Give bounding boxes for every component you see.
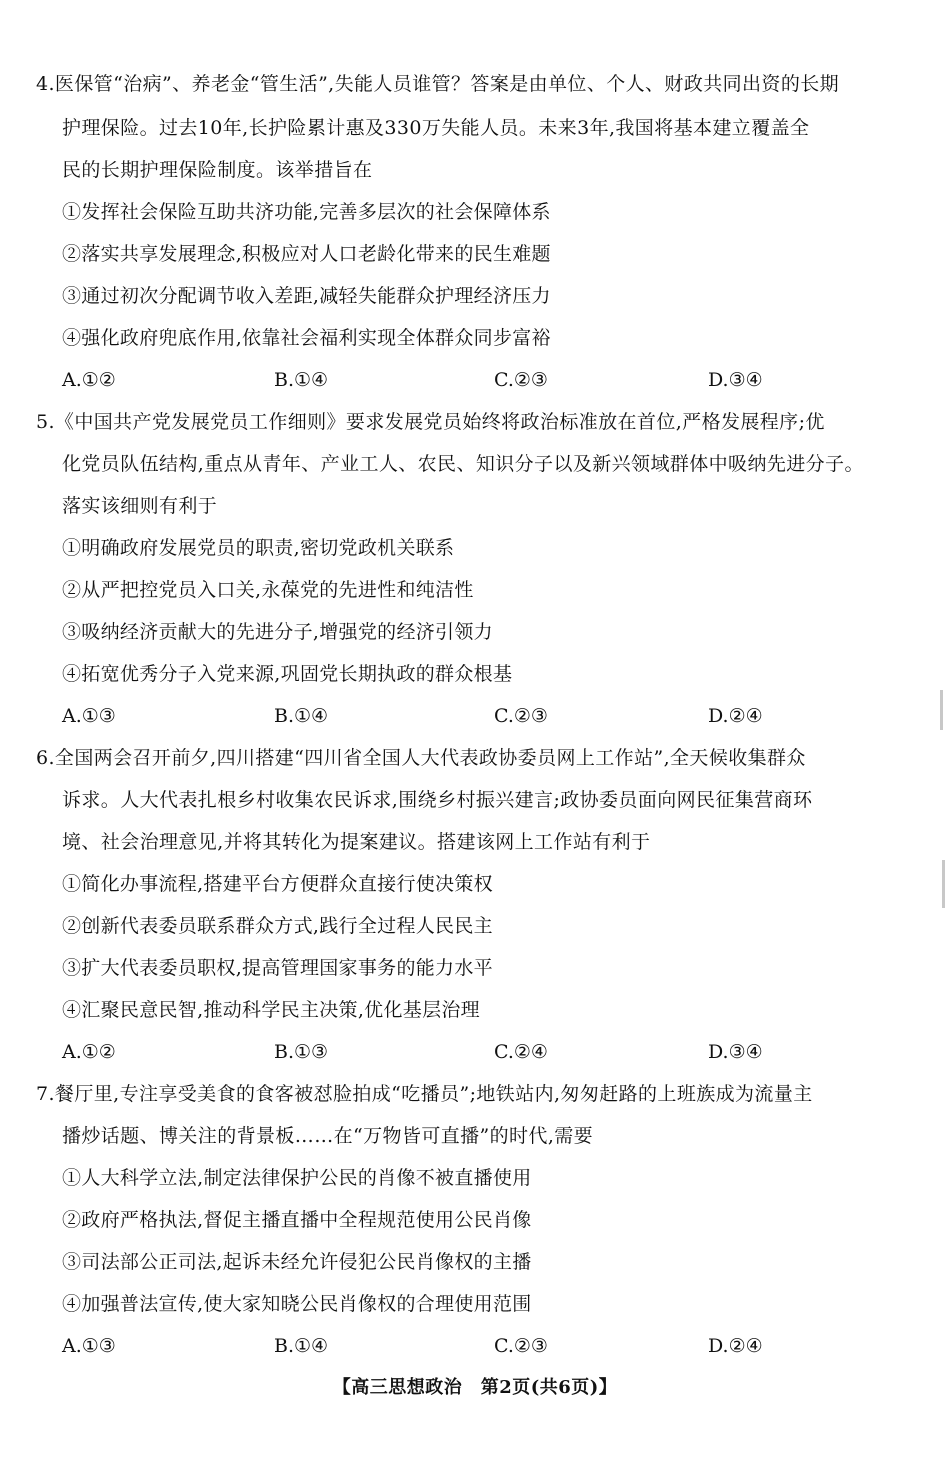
statement-option: ②落实共享发展理念,积极应对人口老龄化带来的民生难题 (62, 243, 551, 265)
question-stem-line: 诉求。人大代表扎根乡村收集农民诉求,围绕乡村振兴建言;政协委员面向网民征集营商环 (62, 789, 813, 811)
answer-choice-a: A.①② (62, 1041, 116, 1063)
question-stem-line: 6.全国两会召开前夕,四川搭建“四川省全国人大代表政协委员网上工作站”,全天候收集群众 (36, 747, 806, 769)
answer-choice-a: A.①③ (62, 1335, 116, 1357)
statement-option: ①简化办事流程,搭建平台方便群众直接行使决策权 (62, 873, 493, 895)
statement-option: ③扩大代表委员职权,提高管理国家事务的能力水平 (62, 957, 493, 979)
answer-choice-b: B.①③ (274, 1041, 329, 1063)
statement-option: ②创新代表委员联系群众方式,践行全过程人民民主 (62, 915, 493, 937)
statement-option: ④强化政府兜底作用,依靠社会福利实现全体群众同步富裕 (62, 327, 551, 349)
statement-option: ④汇聚民意民智,推动科学民主决策,优化基层治理 (62, 999, 480, 1021)
answer-choice-d: D.②④ (708, 705, 763, 727)
statement-option: ③吸纳经济贡献大的先进分子,增强党的经济引领力 (62, 621, 493, 643)
answer-choice-d: D.②④ (708, 1335, 763, 1357)
question-stem-line: 5.《中国共产党发展党员工作细则》要求发展党员始终将政治标准放在首位,严格发展程序;优 (36, 411, 825, 433)
answer-choice-d: D.③④ (708, 369, 763, 391)
statement-option: ①明确政府发展党员的职责,密切党政机关联系 (62, 537, 455, 559)
statement-option: ①人大科学立法,制定法律保护公民的肖像不被直播使用 (62, 1167, 532, 1189)
scan-artifact (940, 690, 943, 730)
answer-choice-a: A.①② (62, 369, 116, 391)
question-stem-line: 4.医保管“治病”、养老金“管生活”,失能人员谁管？答案是由单位、个人、财政共同出资的长期 (36, 73, 840, 95)
question-stem-line: 化党员队伍结构,重点从青年、产业工人、农民、知识分子以及新兴领域群体中吸纳先进分子。 (62, 453, 864, 475)
answer-choice-b: B.①④ (274, 369, 329, 391)
answer-choice-c: C.②③ (494, 369, 548, 391)
answer-choice-a: A.①③ (62, 705, 116, 727)
question-stem-line: 落实该细则有利于 (62, 495, 218, 517)
statement-option: ④加强普法宣传,使大家知晓公民肖像权的合理使用范围 (62, 1293, 532, 1315)
question-stem-line: 护理保险。过去10年,长护险累计惠及330万失能人员。未来3年,我国将基本建立覆盖全 (62, 117, 810, 139)
answer-choice-c: C.②③ (494, 705, 548, 727)
question-stem-line: 民的长期护理保险制度。该举措旨在 (62, 159, 373, 181)
question-stem-line: 播炒话题、博关注的背景板……在“万物皆可直播”的时代,需要 (62, 1125, 594, 1147)
answer-choice-d: D.③④ (708, 1041, 763, 1063)
answer-choice-b: B.①④ (274, 1335, 329, 1357)
question-stem-line: 境、社会治理意见,并将其转化为提案建议。搭建该网上工作站有利于 (62, 831, 651, 853)
answer-choice-c: C.②④ (494, 1041, 548, 1063)
statement-option: ③司法部公正司法,起诉未经允许侵犯公民肖像权的主播 (62, 1251, 532, 1273)
scan-artifact (942, 860, 945, 908)
answer-choice-c: C.②③ (494, 1335, 548, 1357)
statement-option: ③通过初次分配调节收入差距,减轻失能群众护理经济压力 (62, 285, 551, 307)
answer-choice-b: B.①④ (274, 705, 329, 727)
statement-option: ②政府严格执法,督促主播直播中全程规范使用公民肖像 (62, 1209, 532, 1231)
page-footer: 【高三思想政治 第2页(共6页)】 (332, 1377, 618, 1398)
question-stem-line: 7.餐厅里,专注享受美食的食客被怼脸拍成“吃播员”;地铁站内,匆匆赶路的上班族成为流量主 (36, 1083, 813, 1105)
statement-option: ②从严把控党员入口关,永葆党的先进性和纯洁性 (62, 579, 474, 601)
statement-option: ④拓宽优秀分子入党来源,巩固党长期执政的群众根基 (62, 663, 513, 685)
statement-option: ①发挥社会保险互助共济功能,完善多层次的社会保障体系 (62, 201, 551, 223)
